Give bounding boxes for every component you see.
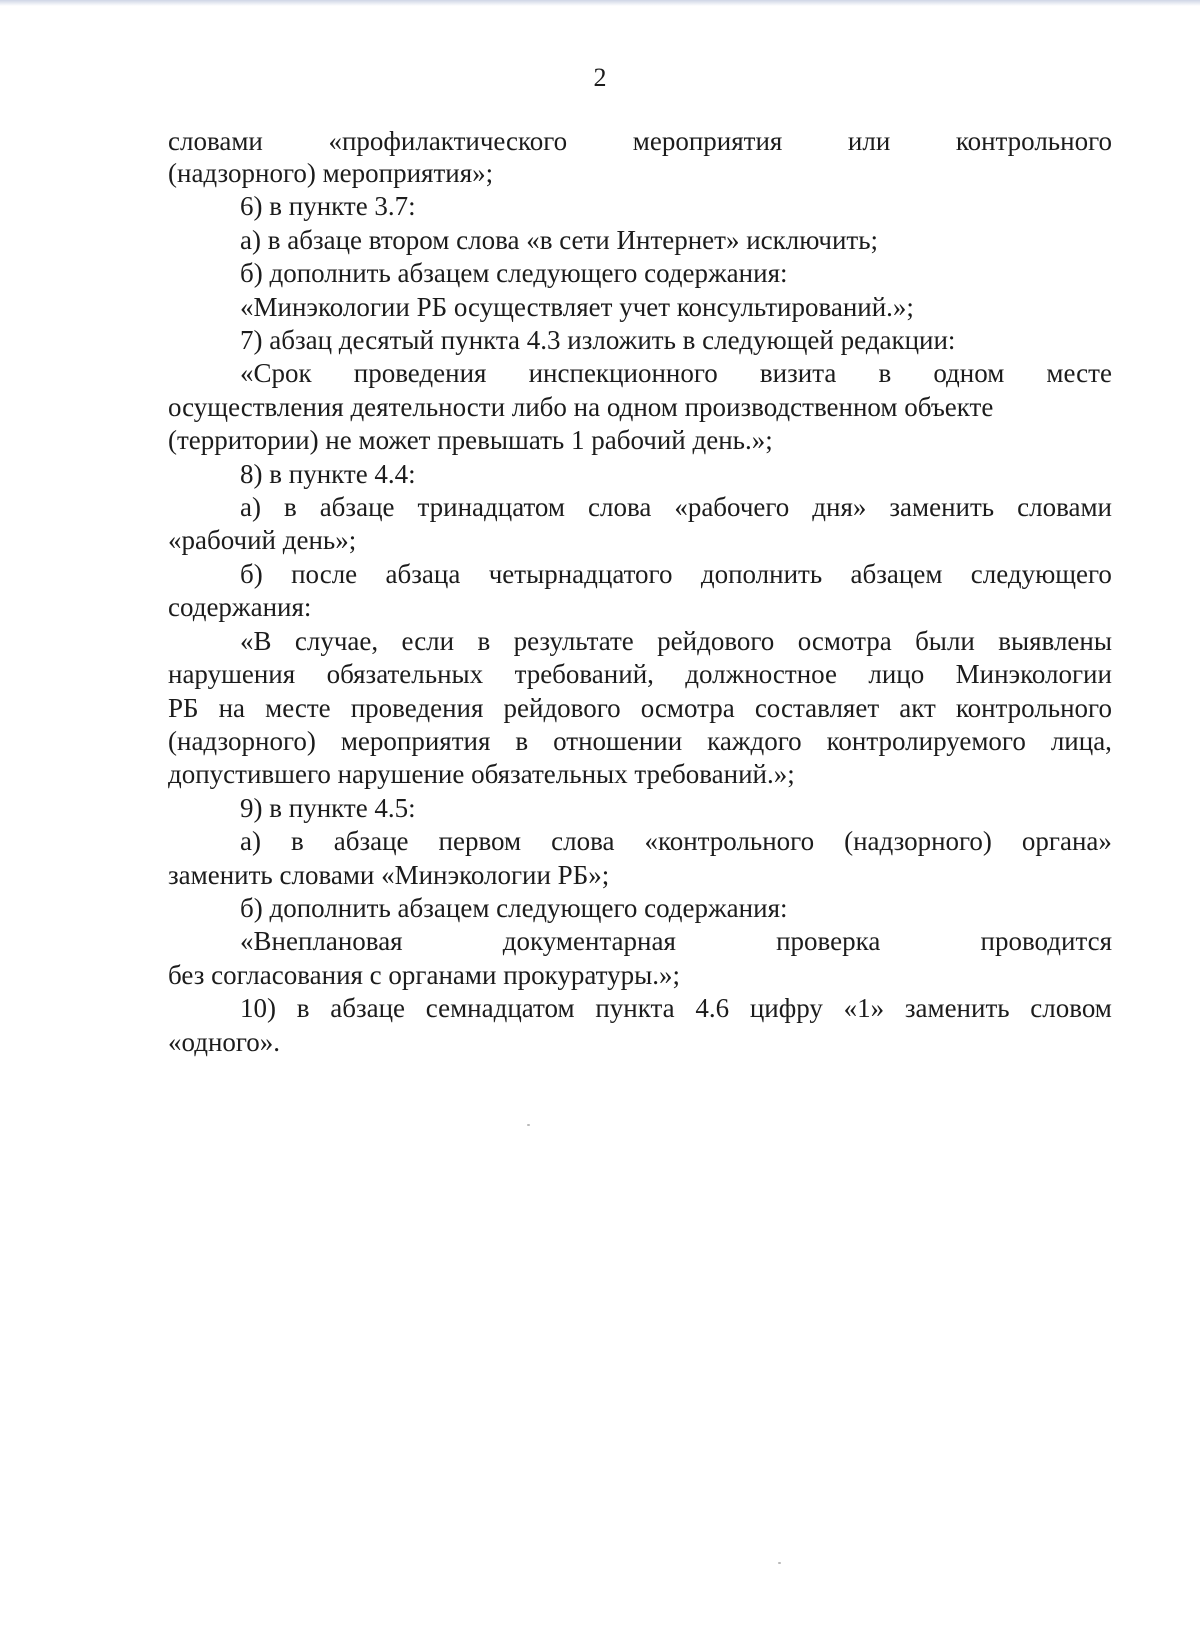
word: тринадцатом — [417, 492, 565, 523]
document-body — [168, 126, 1112, 1059]
text-line-24: б) дополнить абзацем следующего содержания: — [240, 892, 788, 923]
word: «рабочего — [674, 492, 790, 523]
scan-speck — [527, 1124, 530, 1126]
word: в — [515, 725, 529, 756]
word: контрольного — [955, 692, 1112, 723]
word: нарушения — [168, 659, 296, 690]
word: одном — [933, 358, 1005, 389]
word: семнадцатом — [425, 993, 575, 1024]
text-line-14 — [168, 558, 1112, 591]
text-line-28: «одного». — [168, 1026, 281, 1057]
word: составляет — [754, 692, 880, 723]
word: обязательных — [326, 659, 484, 690]
word: следующего — [970, 558, 1112, 589]
word: мероприятия — [340, 725, 491, 756]
word: проверка — [776, 926, 881, 957]
text-line-6: «Минэкологии РБ осуществляет учет консультирований.»; — [240, 291, 914, 322]
text-line-15: содержания: — [168, 592, 312, 623]
word: органа» — [1021, 826, 1112, 857]
word: а) — [240, 826, 261, 857]
word: 4.6 — [695, 993, 730, 1024]
word: визита — [759, 358, 837, 389]
text-line-13: «рабочий день»; — [168, 525, 357, 556]
word: «профилактического — [328, 126, 568, 156]
text-line-8 — [168, 357, 1112, 390]
word: рейдового — [503, 692, 621, 723]
text-line-19 — [168, 725, 1112, 758]
word: в — [296, 993, 310, 1024]
text-line-2: (надзорного) мероприятия»; — [168, 158, 494, 188]
text-line-22 — [168, 825, 1112, 858]
word: проводится — [980, 926, 1112, 957]
text-line-12 — [168, 491, 1112, 524]
word: абзаце — [319, 492, 395, 523]
text-line-27 — [168, 992, 1112, 1025]
word: в — [477, 625, 491, 656]
word: после — [291, 558, 358, 589]
scan-edge — [0, 0, 1200, 6]
word: словами — [1017, 492, 1112, 523]
text-line-18 — [168, 692, 1112, 725]
word: слова — [551, 826, 615, 857]
word: документарная — [502, 926, 676, 957]
word: контролируемого — [826, 725, 1026, 756]
text-line-17 — [168, 658, 1112, 691]
word: «Срок — [240, 358, 312, 389]
word: абзацем — [850, 558, 943, 589]
word: результате — [513, 625, 634, 656]
word: заменить — [889, 492, 995, 523]
word: «1» — [843, 993, 885, 1024]
word: мероприятия — [632, 126, 783, 156]
word: заменить — [904, 993, 1010, 1024]
word: дня» — [812, 492, 867, 523]
word: случае, — [294, 625, 379, 656]
word: словами — [168, 126, 263, 156]
text-line-9: осуществления деятельности либо на одном производственном объекте — [168, 391, 994, 422]
word: а) — [240, 492, 261, 523]
word: «В — [240, 625, 272, 656]
word: лицо — [868, 659, 925, 690]
scan-speck — [778, 1562, 781, 1564]
word: должностное — [685, 659, 837, 690]
word: РБ — [168, 692, 199, 723]
word: проведения — [350, 692, 484, 723]
word: на — [218, 692, 246, 723]
word: словом — [1030, 993, 1112, 1024]
word: месте — [1046, 358, 1112, 389]
word: в — [283, 492, 297, 523]
word: выявлены — [998, 625, 1112, 656]
word: контрольного — [955, 126, 1112, 156]
word: «Внеплановая — [240, 926, 403, 957]
word: абзаце — [330, 993, 406, 1024]
text-line-25 — [168, 925, 1112, 958]
word: дополнить — [700, 558, 823, 589]
text-line-26: без согласования с органами прокуратуры.»; — [168, 959, 680, 990]
word: были — [915, 625, 975, 656]
text-line-21: 9) в пункте 4.5: — [240, 792, 416, 823]
word: если — [401, 625, 455, 656]
word: «контрольного — [644, 826, 815, 857]
word: цифру — [749, 993, 823, 1024]
text-line-1 — [168, 126, 1112, 157]
text-line-20: допустившего нарушение обязательных требований.»; — [168, 759, 795, 790]
text-line-11: 8) в пункте 4.4: — [240, 458, 416, 489]
word: (надзорного) — [168, 725, 316, 756]
word: акт — [899, 692, 936, 723]
word: каждого — [707, 725, 802, 756]
word: инспекционного — [528, 358, 718, 389]
word: 10) — [240, 993, 276, 1024]
word: абзаце — [333, 826, 409, 857]
word: лица, — [1050, 725, 1112, 756]
word: или — [847, 126, 891, 156]
word: требований, — [514, 659, 654, 690]
word: четырнадцатого — [488, 558, 673, 589]
word: месте — [265, 692, 331, 723]
word: б) — [240, 558, 263, 589]
word: абзаца — [385, 558, 461, 589]
word: в — [878, 358, 892, 389]
word: отношении — [553, 725, 683, 756]
text-line-23: заменить словами «Минэкологии РБ»; — [168, 859, 610, 890]
word: осмотра — [640, 692, 735, 723]
word: осмотра — [797, 625, 892, 656]
word: Минэкологии — [955, 659, 1112, 690]
word: первом — [438, 826, 522, 857]
text-line-5: б) дополнить абзацем следующего содержания: — [240, 258, 788, 289]
word: (надзорного) — [844, 826, 992, 857]
word: слова — [587, 492, 652, 523]
text-line-16 — [168, 625, 1112, 658]
word: в — [290, 826, 304, 857]
word: пункта — [595, 993, 675, 1024]
word: проведения — [353, 358, 487, 389]
text-line-4: а) в абзаце втором слова «в сети Интернет» исключить; — [240, 224, 879, 255]
text-line-10: (территории) не может превышать 1 рабочий день.»; — [168, 425, 773, 456]
text-line-7: 7) абзац десятый пункта 4.3 изложить в следующей редакции: — [240, 325, 956, 356]
text-line-3: 6) в пункте 3.7: — [240, 191, 416, 222]
page-number: 2 — [593, 63, 607, 92]
word: рейдового — [657, 625, 775, 656]
